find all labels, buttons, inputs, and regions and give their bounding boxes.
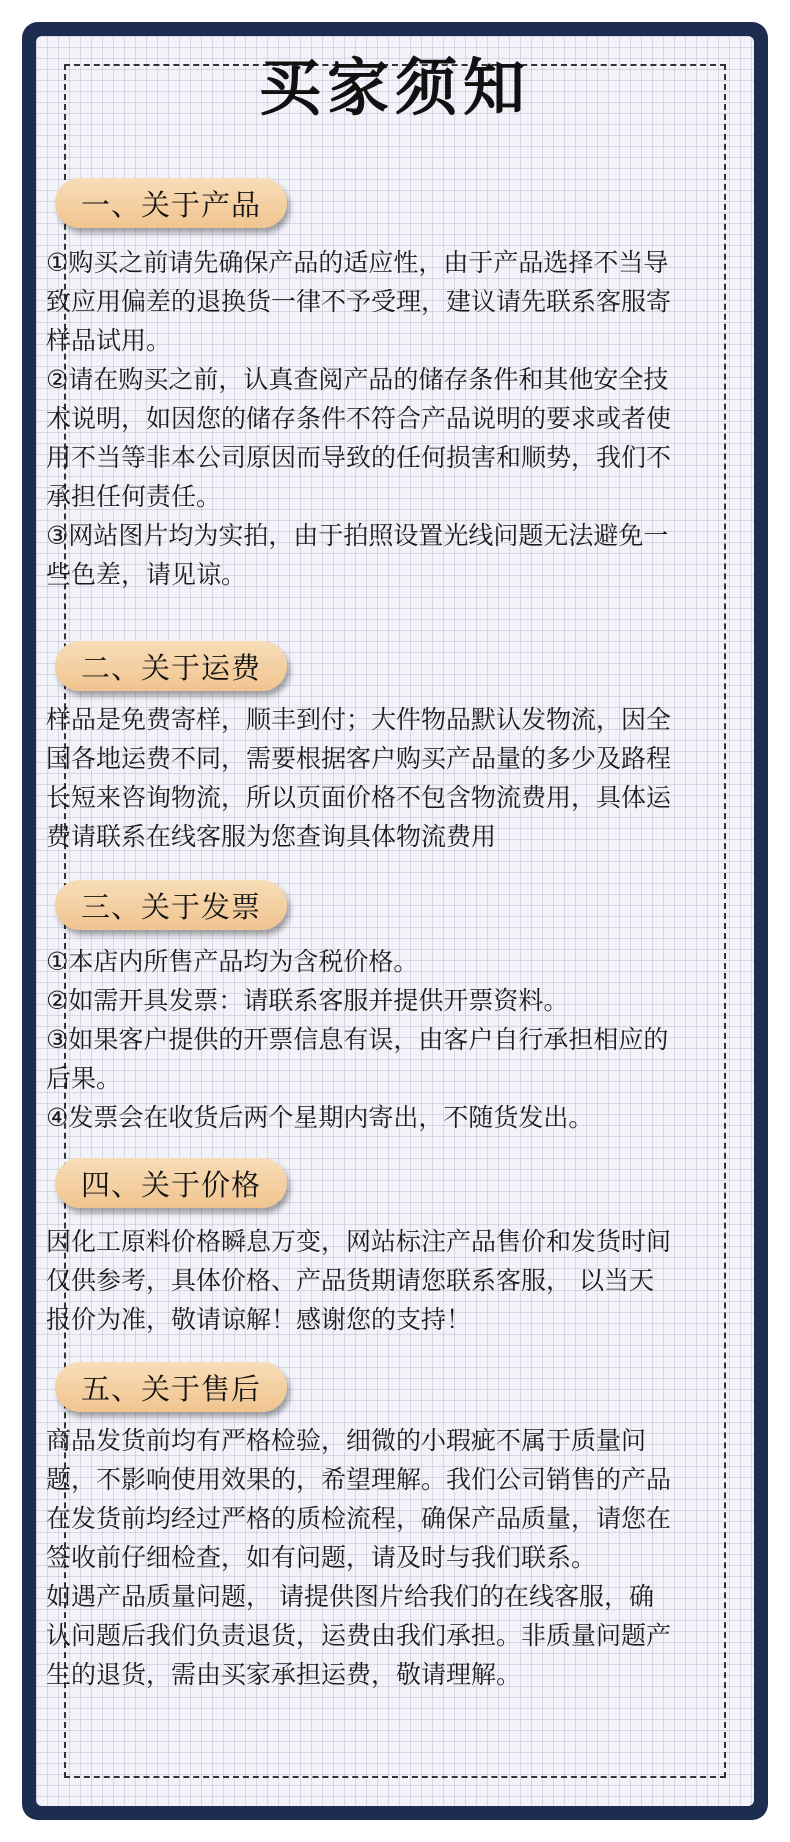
paragraph: 样品是免费寄样，顺丰到付；大件物品默认发物流，因全国各地运费不同，需要根据客户购买产品量的多少及路程长短来咨询物流，所以页面价格不包含物流费用，具体运费请联系在线客服为您查询具体物流费用: [46, 705, 672, 851]
paragraph: ①本店内所售产品均为含税价格。: [46, 947, 419, 976]
paragraph: ③如果客户提供的开票信息有误，由客户自行承担相应的后果。: [46, 1025, 669, 1093]
section-header-shipping: 二、关于运费: [55, 641, 287, 691]
paragraph: ②请在购买之前，认真查阅产品的储存条件和其他安全技术说明，如因您的储存条件不符合产品说明的要求或者使用不当等非本公司原因而导致的任何损害和顺势，我们不承担任何责任。: [46, 365, 672, 511]
paragraph: ④发票会在收货后两个星期内寄出，不随货发出。: [46, 1103, 594, 1132]
section-header-product: 一、关于产品: [55, 178, 287, 228]
paragraph: ③网站图片均为实拍，由于拍照设置光线问题无法避免一些色差，请见谅。: [46, 521, 669, 589]
section-body-shipping: [46, 700, 676, 856]
section-header-price: 四、关于价格: [55, 1158, 287, 1208]
paragraph: 因化工原料价格瞬息万变，网站标注产品售价和发货时间仅供参考，具体价格、产品货期请您联系客服， 以当天报价为准，敬请谅解！感谢您的支持！: [46, 1227, 672, 1334]
section-header-invoice: 三、关于发票: [55, 880, 287, 930]
section-body-price: [46, 1222, 676, 1339]
paragraph: 如遇产品质量问题， 请提供图片给我们的在线客服，确认问题后我们负责退货，运费由我们承担。非质量问题产生的退货，需由买家承担运费，敬请理解。: [46, 1582, 672, 1689]
section-body-after-sales: [46, 1421, 676, 1694]
paragraph: ②如需开具发票：请联系客服并提供开票资料。: [46, 986, 569, 1015]
paragraph: 商品发货前均有严格检验，细微的小瑕疵不属于质量问题，不影响使用效果的，希望理解。我们公司销售的产品在发货前均经过严格的质检流程，确保产品质量，请您在签收前仔细检查，如有问题，请及时与我们联系。: [46, 1426, 672, 1572]
section-body-product: [46, 243, 676, 594]
paragraph: ①购买之前请先确保产品的适应性，由于产品选择不当导致应用偏差的退换货一律不予受理，建议请先联系客服寄样品试用。: [46, 248, 672, 355]
section-header-after-sales: 五、关于售后: [55, 1362, 287, 1412]
section-body-invoice: [46, 942, 676, 1137]
page-title: 买家须知: [258, 51, 531, 124]
